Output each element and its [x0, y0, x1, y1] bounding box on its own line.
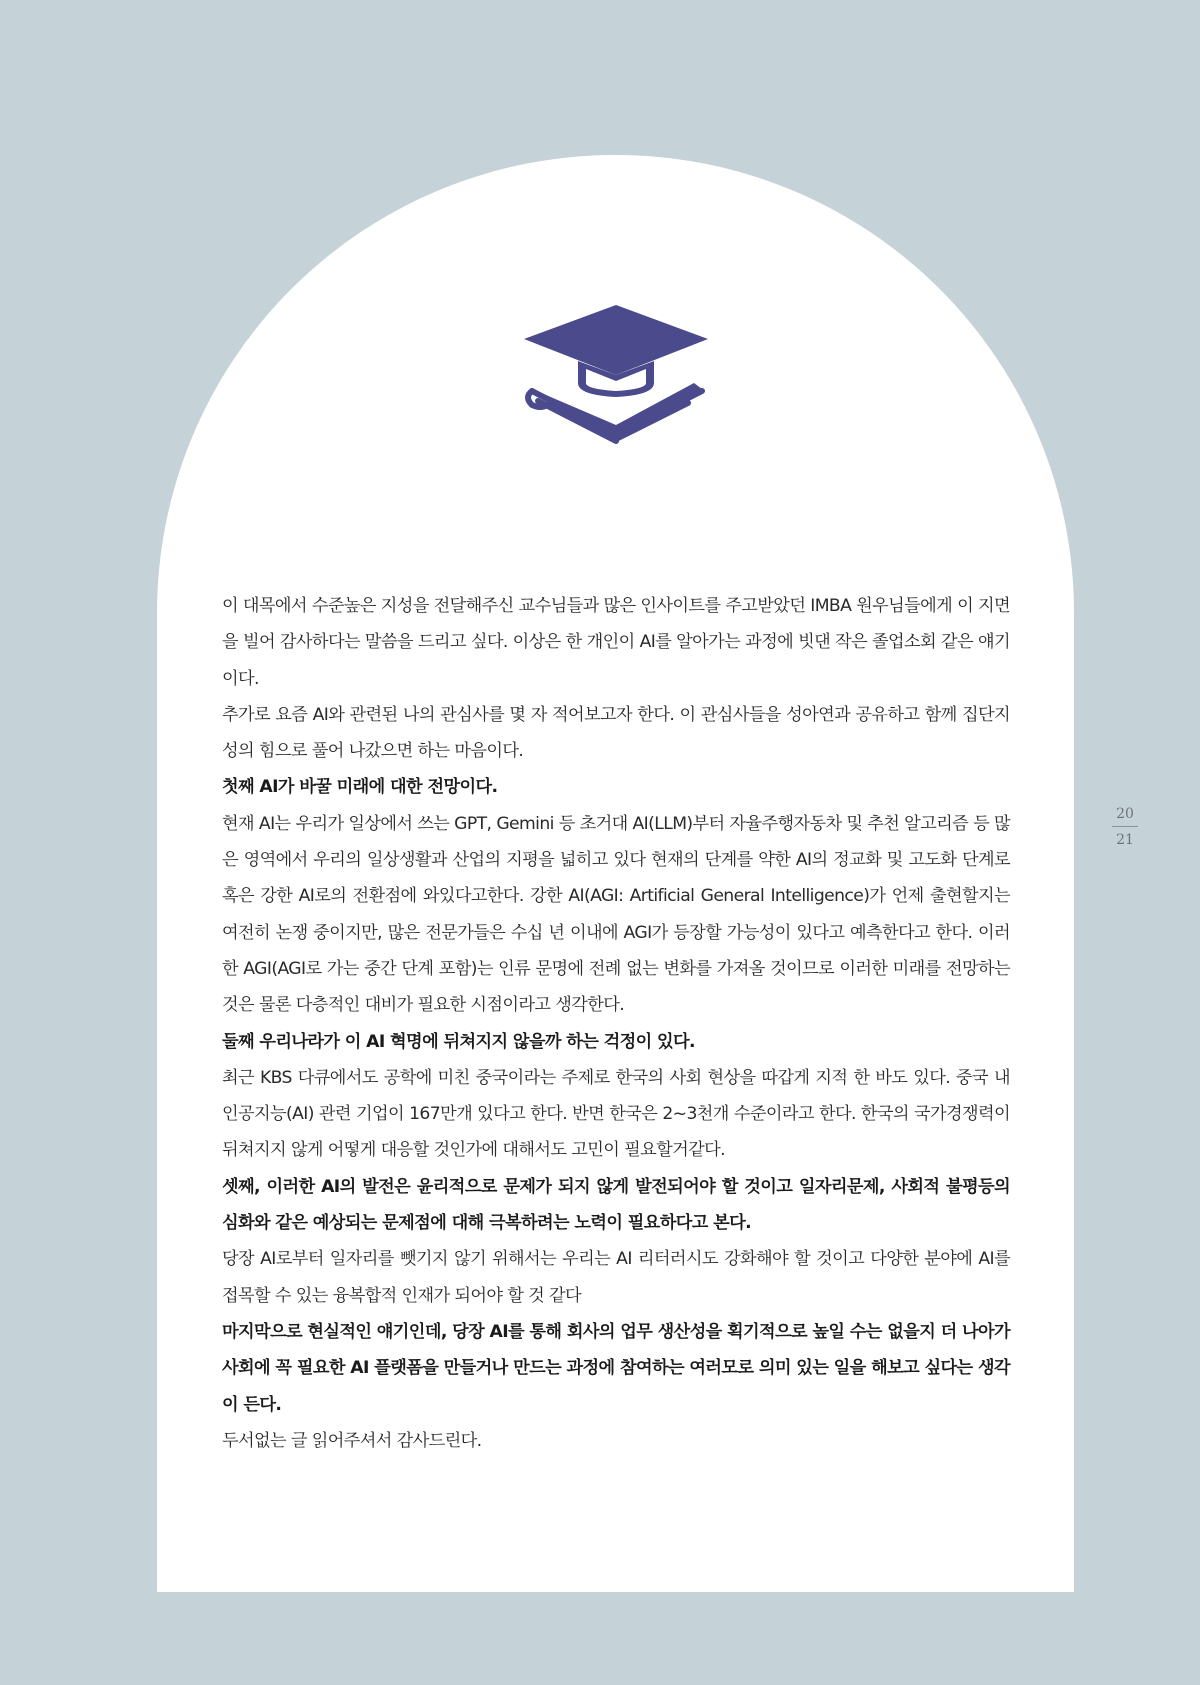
page-number-left: 20 [1116, 806, 1134, 822]
heading-second-point: 둘째 우리나라가 이 AI 혁명에 뒤쳐지지 않을까 하는 걱정이 있다. [222, 1031, 695, 1052]
paragraph-third-point: 당장 AI로부터 일자리를 뺏기지 않기 위해서는 우리는 AI 리터러시도 강화해야 할 것이고 다양한 분야에 AI를 접목할 수 있는 융복합적 인재가 되어야 할 것 같다 [222, 1249, 1010, 1306]
article-body [222, 588, 1010, 1459]
paragraph-closing: 두서없는 글 읽어주셔서 감사드린다. [222, 1430, 482, 1451]
page-number-divider [1112, 826, 1138, 827]
page-numbers [1112, 804, 1138, 850]
page-number-right: 21 [1116, 832, 1134, 848]
paragraph-first-point: 현재 AI는 우리가 일상에서 쓰는 GPT, Gemini 등 초거대 AI(LLM)부터 자율주행자동차 및 추천 알고리즘 등 많은 영역에서 우리의 일상생활과 산업의 지평을 넓히고 있다 현재의 단계를 약한 AI의 정교화 및 고도화 단계로 혹은 강한 AI로의 전환점에 와있다고한다. 강한 AI(AGI: Artificial General Intelligence)가 언제 출현할지는 여전히 논쟁 중이지만, 많은 전문가들은 수십 년 이내에 AGI가 등장할 가능성이 있다고 예측한다고 한다. 이러한 AGI(AGI로 가는 중간 단계 포함)는 인류 문명에 전례 없는 변화를 가져올 것이므로 이러한 미래를 전망하는 것은 물론 다층적인 대비가 필요한 시점이라고 생각한다. [222, 813, 1010, 1016]
paragraph-gratitude: 이 대목에서 수준높은 지성을 전달해주신 교수님들과 많은 인사이트를 주고받았던 IMBA 원우님들에게 이 지면을 빌어 감사하다는 말씀을 드리고 싶다. 이상은 한 개인이 AI를 알아가는 과정에 빗댄 작은 졸업소회 같은 얘기이다. [222, 596, 1010, 689]
heading-last-point: 마지막으로 현실적인 얘기인데, 당장 AI를 통해 회사의 업무 생산성을 획기적으로 높일 수는 없을지 더 나아가 사회에 꼭 필요한 AI 플랫폼을 만들거나 만드는 과정에 참여하는 여러모로 의미 있는 일을 해보고 싶다는 생각이 든다. [222, 1321, 1010, 1415]
heading-third-point: 셋째, 이러한 AI의 발전은 윤리적으로 문제가 되지 않게 발전되어야 할 것이고 일자리문제, 사회적 불평등의 심화와 같은 예상되는 문제점에 대해 극복하려는 노력이 필요하다고 본다. [222, 1176, 1010, 1234]
graduation-cap-on-book-icon [524, 305, 710, 447]
heading-first-point: 첫째 AI가 바꿀 미래에 대한 전망이다. [222, 777, 498, 798]
paragraph-interests-intro: 추가로 요즘 AI와 관련된 나의 관심사를 몇 자 적어보고자 한다. 이 관심사들을 성아연과 공유하고 함께 집단지성의 힘으로 풀어 나갔으면 하는 마음이다. [222, 704, 1010, 762]
paragraph-second-point: 최근 KBS 다큐에서도 공학에 미친 중국이라는 주제로 한국의 사회 현상을 따갑게 지적 한 바도 있다. 중국 내 인공지능(AI) 관련 기업이 167만개 있다고 한다. 반면 한국은 2~3천개 수준이라고 한다. 한국의 국가경쟁력이 뒤쳐지지 않게 어떻게 대응할 것인가에 대해서도 고민이 필요할거같다. [222, 1067, 1010, 1161]
